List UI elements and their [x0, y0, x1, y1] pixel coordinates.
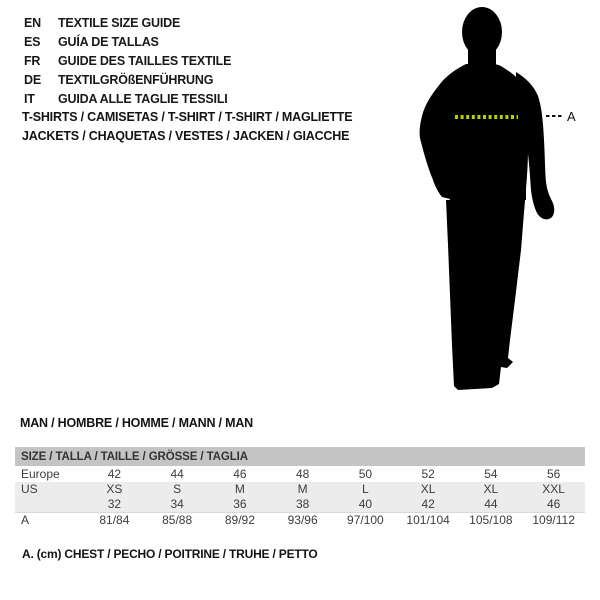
size-cell: 42	[421, 497, 435, 512]
size-cell: XXL	[542, 482, 565, 497]
size-cell: 89/92	[224, 513, 255, 528]
language-label: GUIDA ALLE TAGLIE TESSILI	[58, 91, 228, 106]
size-cell: 44	[170, 466, 184, 481]
language-row-de	[24, 70, 231, 89]
size-cell: M	[297, 482, 308, 497]
language-row-fr	[24, 51, 231, 70]
language-code: IT	[24, 91, 35, 106]
size-cell: 32	[107, 497, 122, 512]
table-row-europe	[15, 466, 585, 482]
size-cell: 34	[170, 497, 184, 512]
size-cell: 42	[107, 466, 122, 481]
table-row-numeric	[15, 497, 585, 513]
size-cell: L	[362, 482, 369, 497]
garment-categories	[22, 108, 352, 146]
language-label: GUIDE DES TAILLES TEXTILE	[58, 53, 232, 68]
size-cell: 44	[484, 497, 498, 512]
language-code: ES	[24, 34, 41, 49]
size-cell: 54	[484, 466, 498, 481]
size-cell: 46	[546, 497, 561, 512]
size-cell: 36	[233, 497, 247, 512]
size-table	[15, 447, 585, 528]
size-cell: XL	[420, 482, 436, 497]
row-label: US	[21, 482, 38, 497]
language-code: EN	[24, 15, 41, 30]
table-row-us	[15, 482, 585, 498]
section-title-man: MAN / HOMBRE / HOMME / MANN / MAN	[20, 416, 253, 430]
measure-label-a: A	[567, 109, 576, 124]
size-cell: 48	[295, 466, 310, 481]
size-cell: 46	[233, 466, 247, 481]
size-table-header: SIZE / TALLA / TAILLE / GRÖSSE / TAGLIA	[15, 447, 585, 466]
category-jackets: JACKETS / CHAQUETAS / VESTES / JACKEN / GIACCHE	[22, 129, 350, 143]
chest-footnote: A. (cm) CHEST / PECHO / POITRINE / TRUHE / PETTO	[22, 547, 318, 561]
size-cell: XL	[483, 482, 499, 497]
size-cell: 105/108	[469, 513, 513, 528]
size-cell: 97/100	[347, 513, 384, 528]
language-row-en	[24, 13, 231, 32]
size-cell: 81/84	[99, 513, 130, 528]
language-row-es	[24, 32, 231, 51]
size-cell: M	[234, 482, 245, 497]
language-label: TEXTILGRÖßENFÜHRUNG	[58, 72, 214, 87]
language-code: FR	[24, 53, 41, 68]
size-cell: S	[173, 482, 182, 497]
size-cell: 50	[358, 466, 373, 481]
language-label: GUÍA DE TALLAS	[58, 34, 159, 49]
size-cell: 93/96	[287, 513, 318, 528]
language-code: DE	[24, 72, 41, 87]
row-label: Europe	[21, 466, 60, 481]
size-cell: 85/88	[162, 513, 193, 528]
language-label: TEXTILE SIZE GUIDE	[58, 15, 181, 30]
size-cell: 52	[421, 466, 435, 481]
category-tshirts: T-SHIRTS / CAMISETAS / T-SHIRT / T-SHIRT / MAGLIETTE	[22, 110, 353, 124]
size-cell: 56	[546, 466, 561, 481]
table-row-chest	[15, 513, 585, 529]
size-cell: 40	[358, 497, 373, 512]
size-cell: 101/104	[406, 513, 450, 528]
man-silhouette	[420, 7, 555, 390]
language-list	[24, 13, 231, 108]
row-label: A	[21, 513, 30, 528]
size-cell: 109/112	[532, 513, 575, 528]
language-row-it	[24, 89, 231, 108]
size-cell: XS	[106, 482, 123, 497]
man-silhouette-figure	[408, 0, 588, 400]
size-cell: 38	[295, 497, 310, 512]
